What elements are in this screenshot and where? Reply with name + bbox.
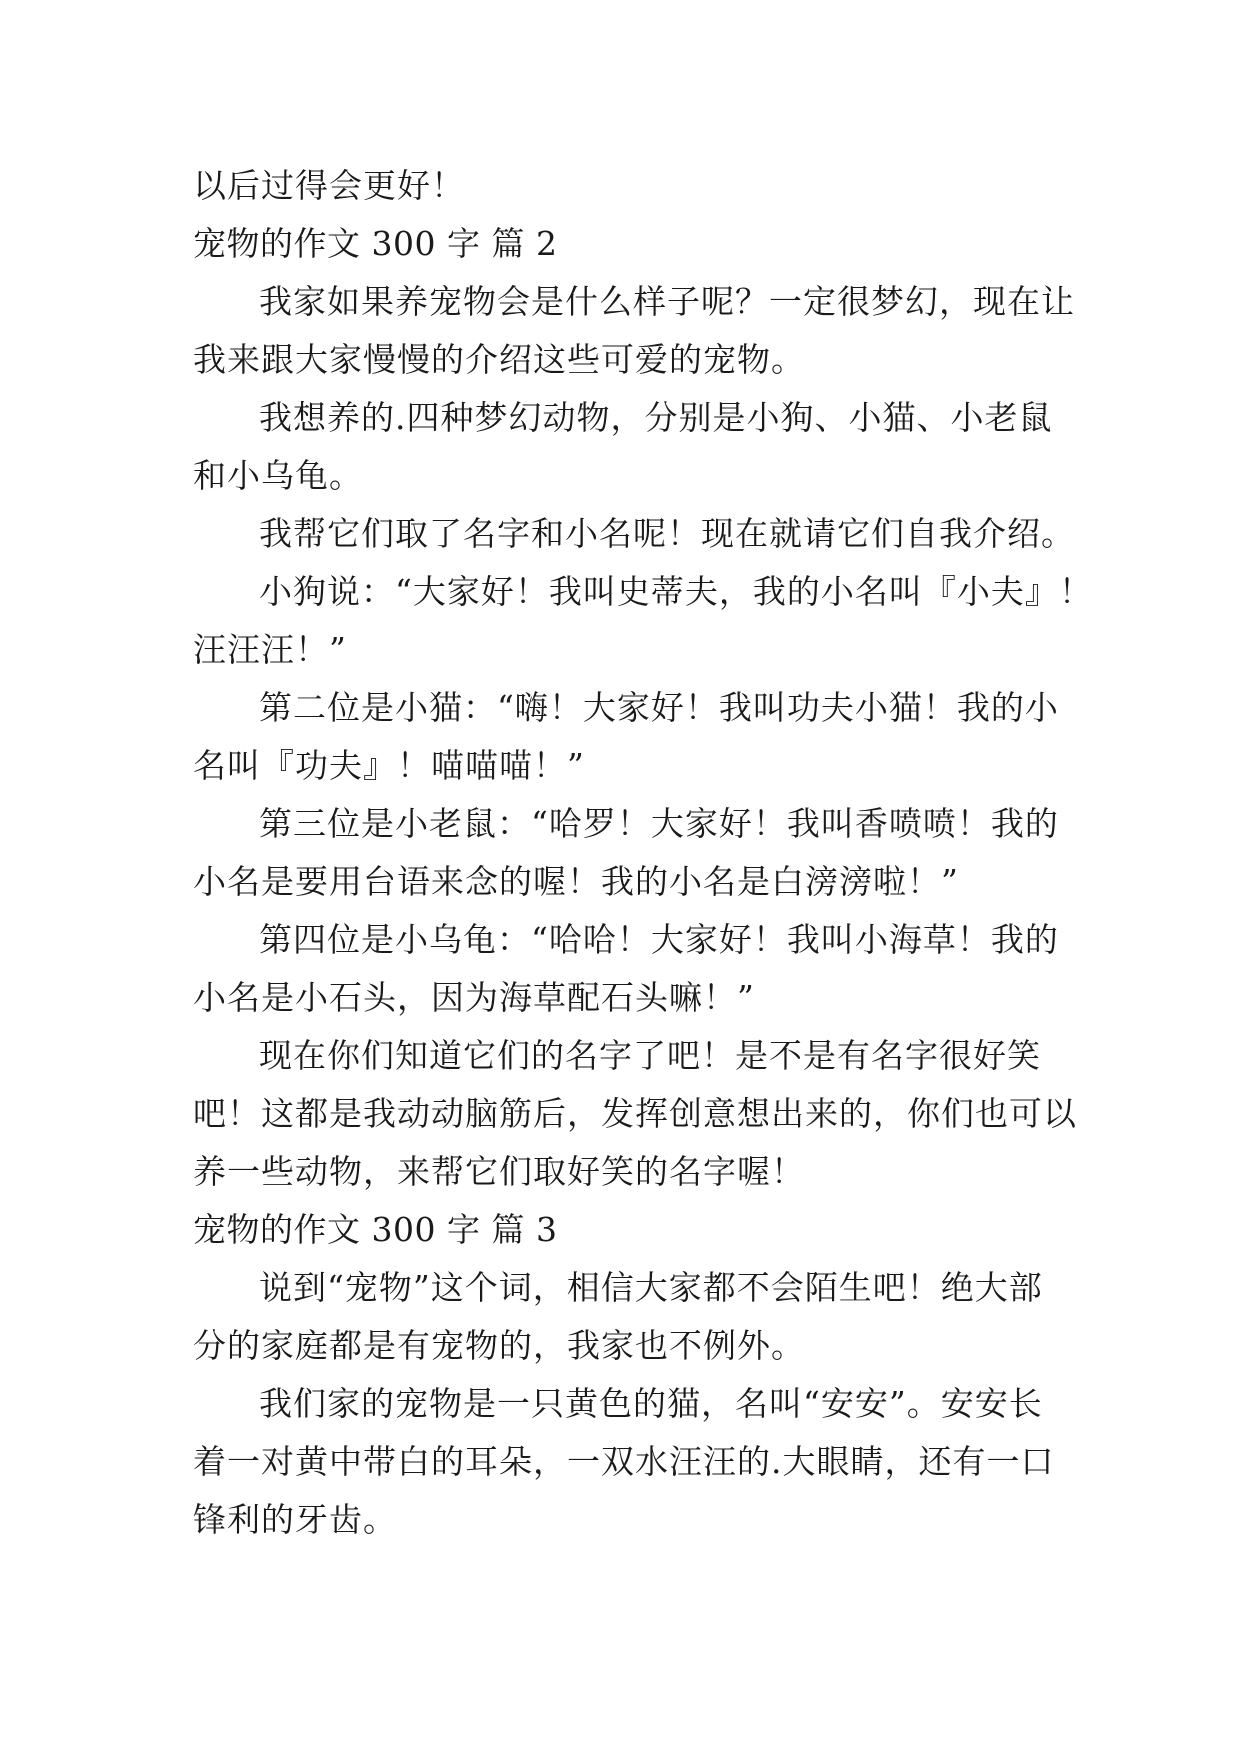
text-line: 以后过得会更好！ — [193, 166, 465, 205]
text-line: 吧！这都是我动动脑筋后，发挥创意想出来的，你们也可以 — [193, 1094, 1077, 1133]
text-line: 小名是小石头，因为海草配石头嘛！” — [193, 978, 755, 1017]
text-line: 锋利的牙齿。 — [193, 1500, 397, 1539]
text-line: 现在你们知道它们的名字了吧！是不是有名字很好笑 — [259, 1036, 1041, 1075]
text-line: 我想养的.四种梦幻动物，分别是小狗、小猫、小老鼠 — [259, 398, 1053, 437]
text-line: 名叫『功夫』！喵喵喵！” — [193, 746, 585, 785]
text-line: 第二位是小猫：“嗨！大家好！我叫功夫小猫！我的小 — [259, 688, 1059, 727]
text-line: 第四位是小乌龟：“哈哈！大家好！我叫小海草！我的 — [259, 920, 1059, 959]
text-line: 说到“宠物”这个词，相信大家都不会陌生吧！绝大部 — [259, 1268, 1043, 1307]
text-line: 分的家庭都是有宠物的，我家也不例外。 — [193, 1326, 805, 1365]
text-line: 我来跟大家慢慢的介绍这些可爱的宠物。 — [193, 340, 805, 379]
text-line: 着一对黄中带白的耳朵，一双水汪汪的.大眼睛，还有一口 — [193, 1442, 1055, 1481]
section-heading: 宠物的作文 300 字 篇 2 — [193, 224, 558, 263]
text-line: 我家如果养宠物会是什么样子呢？一定很梦幻，现在让 — [259, 282, 1075, 321]
text-line: 小名是要用台语来念的喔！我的小名是白滂滂啦！” — [193, 862, 959, 901]
text-line: 小狗说：“大家好！我叫史蒂夫，我的小名叫『小夫』！ — [259, 572, 1093, 611]
text-line: 汪汪汪！” — [193, 630, 347, 669]
text-line: 第三位是小老鼠：“哈罗！大家好！我叫香喷喷！我的 — [259, 804, 1059, 843]
text-line: 养一些动物，来帮它们取好笑的名字喔！ — [193, 1152, 805, 1191]
text-line: 我们家的宠物是一只黄色的猫，名叫“安安”。安安长 — [259, 1384, 1043, 1423]
section-heading: 宠物的作文 300 字 篇 3 — [193, 1210, 558, 1249]
text-line: 我帮它们取了名字和小名呢！现在就请它们自我介绍。 — [259, 514, 1075, 553]
text-line: 和小乌龟。 — [193, 456, 363, 495]
